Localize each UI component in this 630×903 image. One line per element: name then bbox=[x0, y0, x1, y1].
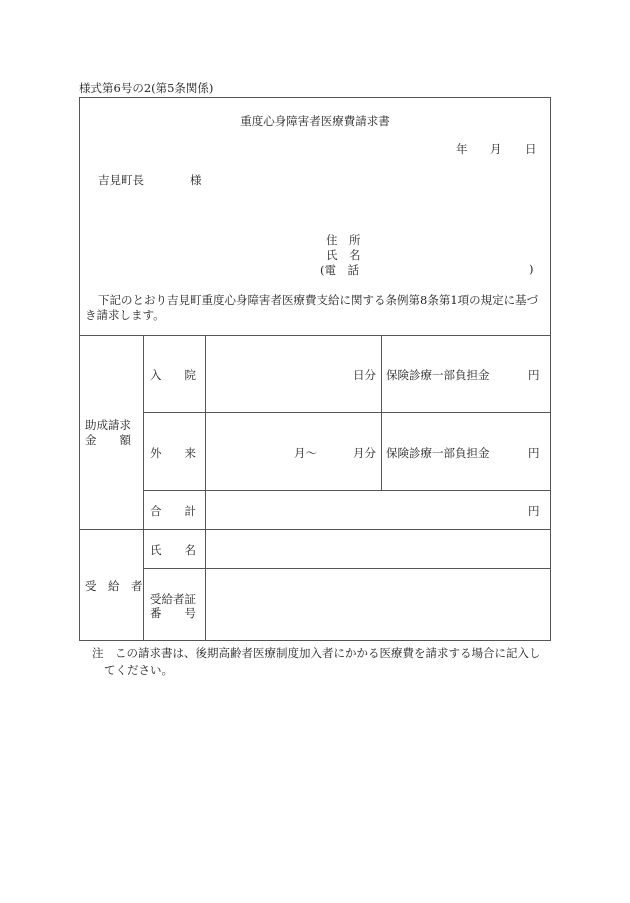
statement-line-1: 下記のとおり吉見町重度心身障害者医療費支給に関する条例第8条第1項の規定に基づ bbox=[98, 293, 539, 307]
addressee-name: 吉見町長 bbox=[98, 173, 144, 187]
inpatient-copay-label: 保険診療一部負担金 bbox=[386, 368, 490, 382]
recipient-cert-label-line1: 受給者証 bbox=[150, 592, 196, 606]
date-day-label: 日 bbox=[525, 142, 537, 156]
inpatient-days-unit: 日分 bbox=[353, 368, 376, 382]
recipient-cert-label-line2: 番 号 bbox=[150, 606, 196, 620]
total-label: 合 計 bbox=[150, 504, 196, 518]
note-line-2: てください。 bbox=[104, 663, 173, 677]
col-divider-copay bbox=[381, 335, 382, 490]
applicant-phone-close: ) bbox=[529, 262, 534, 276]
date-year-label: 年 bbox=[456, 142, 468, 156]
form-reference: 様式第6号の2(第5条関係) bbox=[79, 81, 214, 95]
form-title: 重度心身障害者医療費請求書 bbox=[240, 114, 390, 128]
outpatient-label: 外 来 bbox=[150, 446, 196, 460]
recipient-group-label: 受 給 者 bbox=[85, 579, 143, 593]
outpatient-month-from: 月〜 bbox=[294, 446, 317, 460]
subsidy-group-label-line2: 金 額 bbox=[85, 433, 131, 447]
applicant-name-label: 氏 名 bbox=[326, 248, 361, 262]
inpatient-label: 入 院 bbox=[150, 368, 196, 382]
inpatient-yen-unit: 円 bbox=[528, 368, 540, 382]
outpatient-copay-label: 保険診療一部負担金 bbox=[386, 446, 490, 460]
col-divider-label bbox=[205, 335, 206, 641]
col-divider-group bbox=[143, 335, 144, 641]
outpatient-yen-unit: 円 bbox=[528, 446, 540, 460]
note-line-1: 注 この請求書は、後期高齢者医療制度加入者にかかる医療費を請求する場合に記入し bbox=[92, 646, 541, 660]
applicant-phone-label: (電 話 bbox=[320, 263, 359, 277]
subsidy-group-label-line1: 助成請求 bbox=[85, 418, 131, 432]
section-divider bbox=[79, 529, 551, 530]
statement-line-2: き請求します。 bbox=[85, 308, 165, 322]
total-yen-unit: 円 bbox=[528, 504, 540, 518]
addressee-honorific: 様 bbox=[190, 173, 202, 187]
applicant-address-label: 住 所 bbox=[326, 233, 361, 247]
table-top-border bbox=[79, 335, 551, 336]
date-month-label: 月 bbox=[490, 142, 502, 156]
recipient-name-label: 氏 名 bbox=[150, 543, 196, 557]
outpatient-month-unit: 月分 bbox=[353, 446, 376, 460]
